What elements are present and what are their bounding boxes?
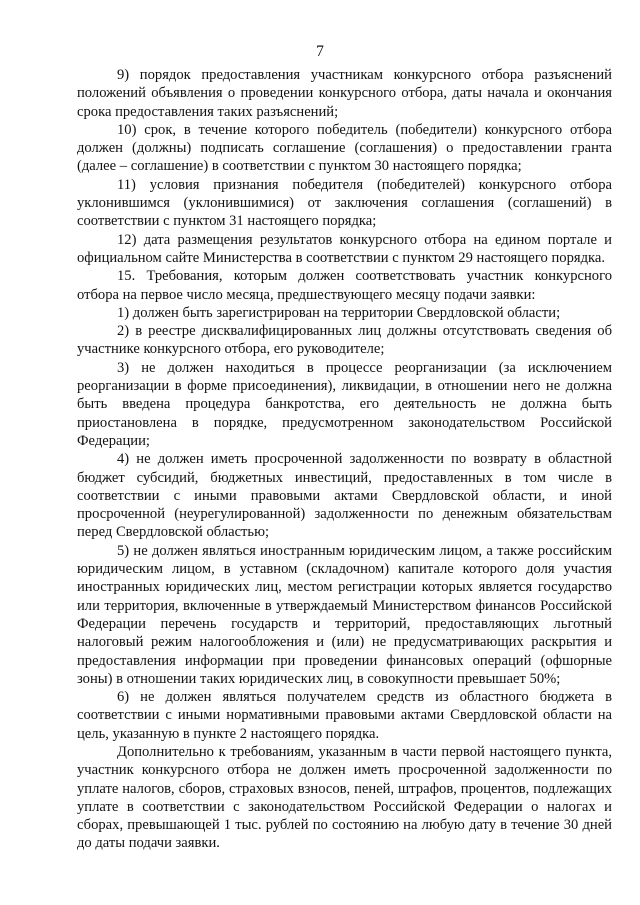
document-body xyxy=(77,66,612,853)
paragraph-requirement-3: 3) не должен находиться в процессе реорганизации (за исключением реорганизации в форме присоединения), ликвидации, в отношении него не должна быть введена процедура банкротства, его деятельность не должна быть приостановлена в порядке, предусмотренном законодательством Российской Федерации; xyxy=(77,359,612,449)
paragraph-requirement-5: 5) не должен являться иностранным юридическим лицом, а также российским юридическим лицом, в уставном (складочном) капитале которого доля участия иностранных юридических лиц, местом регистрации которых является государство или территория, включенные в утверждаемый Министерством финансов Российской Федерации перечень государств и территорий, предоставляющих льготный налоговый режим налогообложения и (или) не предусматривающих раскрытия и предоставления информации при проведении финансовых операций (офшорные зоны) в отношении таких юридических лиц, в совокупности превышает 50%; xyxy=(77,542,612,687)
paragraph-item-12: 12) дата размещения результатов конкурсного отбора на едином портале и официальном сайте Министерства в соответствии с пунктом 29 настоящего порядка. xyxy=(77,231,612,266)
paragraph-requirement-4: 4) не должен иметь просроченной задолженности по возврату в областной бюджет субсидий, бюджетных инвестиций, предоставленных в том числе в соответствии с иными правовыми актами Свердловской области, и иной просроченной (неурегулированной) задолженности по денежным обязательствам перед Свердловской областью; xyxy=(77,451,612,541)
paragraph-item-11: 11) условия признания победителя (победителей) конкурсного отбора уклонившимся (уклонившимися) от заключения соглашения (соглашений) в соответствии с пунктом 31 настоящего порядка; xyxy=(77,176,612,230)
paragraph-requirement-6: 6) не должен являться получателем средств из областного бюджета в соответствии с иными нормативными правовыми актами Свердловской области на цель, указанную в пункте 2 настоящего порядка. xyxy=(77,689,612,742)
paragraph-requirement-2: 2) в реестре дисквалифицированных лиц должны отсутствовать сведения об участнике конкурсного отбора, его руководителе; xyxy=(77,323,612,358)
paragraph-additional: Дополнительно к требованиям, указанным в части первой настоящего пункта, участник конкурсного отбора не должен иметь просроченной задолженности по уплате налогов, сборов, страховых взносов, пеней, штрафов, процентов, подлежащих уплате в соответствии с законодательством Российской Федерации о налогах и сборах, превышающей 1 тыс. рублей по состоянию на любую дату в течение 30 дней до даты подачи заявки. xyxy=(77,743,612,852)
page-number: 7 xyxy=(316,43,324,60)
paragraph-section-15: 15. Требования, которым должен соответствовать участник конкурсного отбора на первое число месяца, предшествующего месяцу подачи заявки: xyxy=(77,268,612,303)
paragraph-item-9: 9) порядок предоставления участникам конкурсного отбора разъяснений положений объявления о проведении конкурсного отбора, даты начала и окончания срока предоставления таких разъяснений; xyxy=(77,67,612,120)
paragraph-requirement-1: 1) должен быть зарегистрирован на территории Свердловской области; xyxy=(117,304,561,321)
paragraph-item-10: 10) срок, в течение которого победитель (победители) конкурсного отбора должен (должны) подписать соглашение (соглашения) о предоставлении гранта (далее – соглашение) в соответствии с пунктом 30 настоящего порядка; xyxy=(77,121,612,175)
